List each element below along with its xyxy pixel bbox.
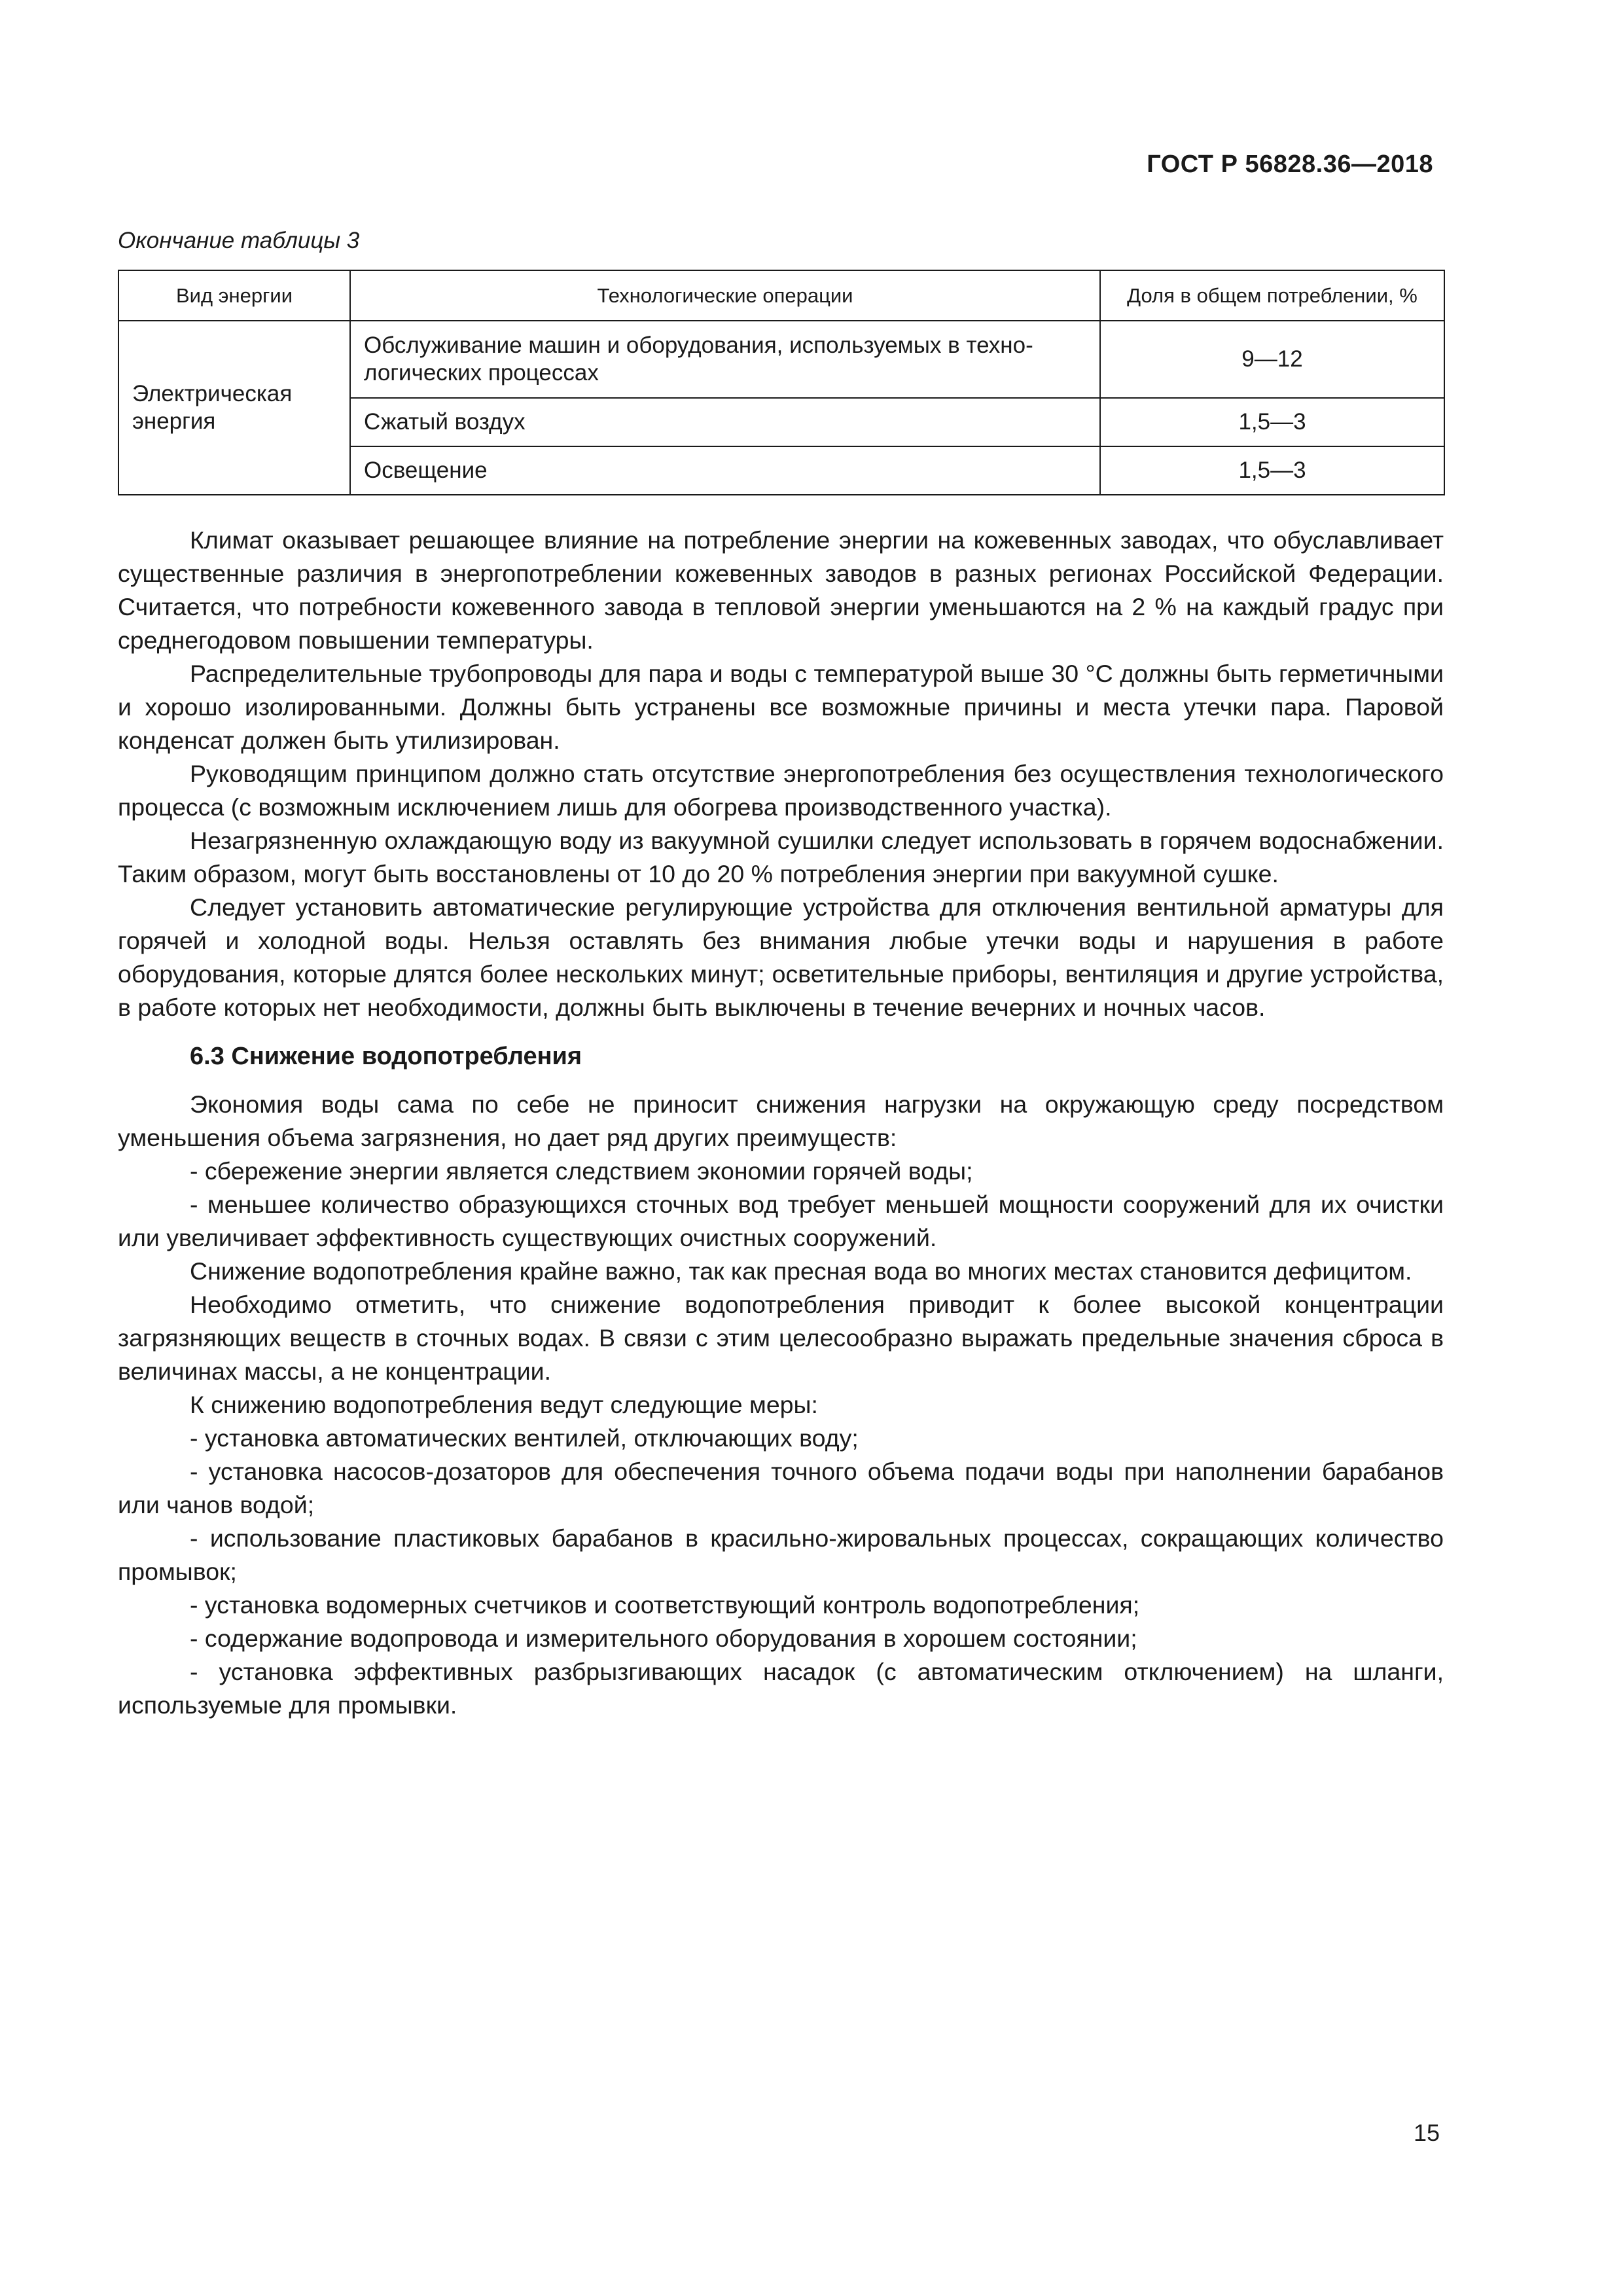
document-header: ГОСТ Р 56828.36—2018 [1147, 151, 1433, 178]
list-item: - установка автоматических вентилей, отключающих воду; [190, 1424, 859, 1452]
paragraph: Руководящим принципом должно стать отсутствие энергопотребления без осуществления технологического процесса (с возможным исключением лишь для обогрева производственного участка). [118, 760, 1444, 821]
body-text [118, 524, 1444, 1722]
section-title: 6.3 Снижение водопотребления [190, 1043, 582, 1070]
column-header: Технологические операции [350, 270, 1100, 321]
paragraph: Следует установить автоматические регулирующие устройства для отключения вентильной арматуры для горячей и холодной воды. Нельзя оставлять без внимания любые утечки воды и нарушения в работе оборудования, которые длятся более нескольких минут; осветительные приборы, вентиляция и другие устройства, в работе которых нет необходимости, должны быть выключены в течение вечерних и ночных часов. [118, 893, 1444, 1021]
column-header: Доля в общем потреблении, % [1100, 270, 1444, 321]
column-header: Вид энергии [118, 270, 350, 321]
share-cell: 1,5—3 [1100, 446, 1444, 495]
list-item: - использование пластиковых барабанов в красильно-жировальных процессах, сокращающих количество промывок; [118, 1524, 1444, 1585]
list-item: - установка насосов-дозаторов для обеспечения точного объема подачи воды при наполнении барабанов или чанов водой; [118, 1458, 1444, 1518]
list-item: - сбережение энергии является следствием экономии горячей воды; [190, 1157, 973, 1185]
paragraph: Экономия воды сама по себе не приносит снижения нагрузки на окружающую среду посредством уменьшения объема загрязнения, но дает ряд других преимуществ: [118, 1090, 1444, 1151]
table-row [118, 321, 1444, 398]
list-item: - меньшее количество образующихся сточных вод требует меньшей мощности сооружений для их очистки или увеличивает эффективность существующих очистных сооружений. [118, 1191, 1444, 1251]
share-cell: 1,5—3 [1100, 398, 1444, 446]
list-item: - содержание водопровода и измерительного оборудования в хорошем состоянии; [190, 1624, 1137, 1652]
table-caption: Окончание таблицы 3 [118, 228, 360, 253]
list-item: - установка эффективных разбрызгивающих насадок (с автоматическим отключением) на шланги, используемые для промывки. [118, 1658, 1444, 1719]
paragraph: Распределительные трубопроводы для пара и воды с температурой выше 30 °С должны быть герметичными и хорошо изолированными. Должны быть устранены все возможные причины и места утечки пара. Паровой конденсат должен быть утилизирован. [118, 660, 1444, 754]
operation-cell: Обслуживание машин и оборудования, используемых в техно-логических процессах [350, 321, 1100, 398]
operation-cell: Освещение [350, 446, 1100, 495]
paragraph: Необходимо отметить, что снижение водопотребления приводит к более высокой концентрации загрязняющих веществ в сточных водах. В связи с этим целесообразно выражать предельные значения сброса в величинах массы, а не концентрации. [118, 1291, 1444, 1385]
operation-cell: Сжатый воздух [350, 398, 1100, 446]
paragraph: Снижение водопотребления крайне важно, так как пресная вода во многих местах становится дефицитом. [190, 1257, 1412, 1285]
list-item: - установка водомерных счетчиков и соответствующий контроль водопотребления; [190, 1591, 1140, 1619]
paragraph: Незагрязненную охлаждающую воду из вакуумной сушилки следует использовать в горячем водоснабжении. Таким образом, могут быть восстановлены от 10 до 20 % потребления энергии при вакуумной сушке. [118, 827, 1444, 888]
page-number: 15 [1413, 2119, 1440, 2146]
energy-table [118, 270, 1445, 495]
share-cell: 9—12 [1100, 321, 1444, 398]
paragraph: К снижению водопотребления ведут следующие меры: [190, 1391, 818, 1418]
energy-type-cell: Электрическая энергия [118, 321, 350, 495]
paragraph: Климат оказывает решающее влияние на потребление энергии на кожевенных заводах, что обуславливает существенные различия в энергопотреблении кожевенных заводов в разных регионах Российской Федерации. Считается, что потребности кожевенного завода в тепловой энергии уменьшаются на 2 % на каждый градус при среднегодовом повышении температуры. [118, 526, 1444, 654]
table-header-row [118, 270, 1444, 321]
